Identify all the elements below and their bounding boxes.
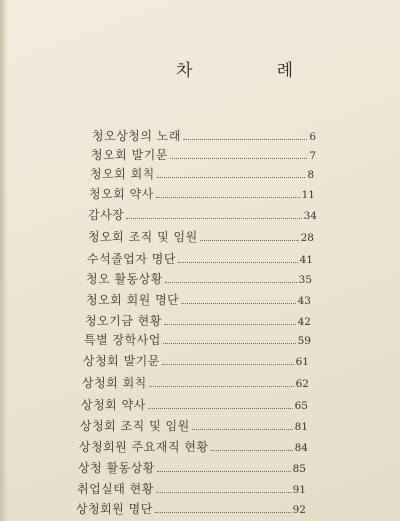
toc-entry [84,333,311,349]
toc-entry-page: 91 [292,484,306,496]
dot-leader [170,158,307,159]
toc-entry-page: 59 [297,335,311,347]
toc-entry-title: 감사장 [88,208,125,222]
toc-entry-page: 65 [294,400,308,412]
toc-entry [78,461,306,477]
dot-leader [165,282,297,283]
toc-entry-title: 상청회 발기문 [83,354,160,368]
toc-entry-title: 청오기금 현황 [85,314,162,328]
toc-entry-title: 청오상청의 노래 [92,129,181,143]
toc-entry-page: 41 [299,254,313,266]
dot-leader [156,492,291,493]
toc-entry [86,293,311,309]
toc-entry [88,208,317,224]
toc-entry-title: 청오회 발기문 [91,148,168,162]
toc-entry-page: 28 [300,232,314,244]
toc-entry-title: 특별 장학사업 [84,333,161,347]
toc-entry [79,440,308,456]
dot-leader [163,343,296,344]
toc-entry-page: 7 [309,150,316,162]
toc-entry [87,252,313,268]
dot-leader [181,303,295,304]
toc-heading [176,56,294,81]
toc-entry [86,272,312,288]
dot-leader [164,324,296,325]
toc-entry-page: 84 [294,442,308,454]
toc-entry-page: 6 [309,131,316,143]
toc-entry-page: 85 [292,463,306,475]
toc-entry-page: 62 [295,378,309,390]
toc-entry-page: 43 [297,295,311,307]
toc-entry [76,502,306,518]
toc-entry-page: 92 [292,504,306,516]
toc-entry [88,230,314,246]
toc-heading-char-2: 례 [276,61,294,81]
toc-entry-title: 청오회 회칙 [90,167,155,181]
toc-entry [80,419,308,435]
toc-heading-char-1: 차 [176,61,194,81]
dot-leader [157,177,306,178]
dot-leader [178,262,298,263]
dot-leader [126,218,301,219]
toc-entry-title: 청오회 약사 [89,187,154,201]
toc-entry [92,129,316,145]
toc-entry-page: 11 [301,189,315,201]
toc-entry-title: 상청회 회칙 [82,376,147,390]
toc-entry-title: 상청회원 명단 [76,502,153,516]
toc-entry-title: 상청회원 주요재직 현황 [79,440,209,454]
toc-entry-title: 상청회 약사 [81,398,146,412]
toc-entry [91,148,316,164]
dot-leader [183,139,307,140]
toc-entry [85,314,311,330]
toc-entry-page: 81 [294,421,308,433]
toc-entry-title: 수석졸업자 명단 [87,252,176,266]
toc-entry [81,398,308,414]
dot-leader [200,240,299,241]
toc-entry-title: 취업실태 현황 [77,482,154,496]
dot-leader [148,408,293,409]
toc-entry [77,482,306,498]
toc-entry [90,167,314,183]
toc-entry-page: 42 [297,316,311,328]
dot-leader [192,429,293,430]
toc-entry [82,376,309,392]
dot-leader [155,512,291,513]
toc-entry [83,354,309,370]
toc-entry-title: 청오회 회원 명단 [86,293,180,307]
toc-entry-page: 35 [298,274,312,286]
toc-entry [89,187,315,203]
page-edge-shadow [0,0,8,521]
toc-entry-title: 상청회 조직 및 임원 [80,419,190,433]
toc-entry-title: 청오 활동상황 [86,272,163,286]
dot-leader [156,197,300,198]
toc-entry-page: 8 [307,169,314,181]
toc-entry-page: 61 [295,356,309,368]
toc-entry-title: 청오회 조직 및 임원 [88,230,198,244]
toc-entry-page: 34 [303,210,317,222]
dot-leader [162,364,294,365]
toc-entry-title: 상청 활동상황 [78,461,155,475]
dot-leader [157,471,291,472]
dot-leader [149,386,294,387]
dot-leader [211,450,293,451]
